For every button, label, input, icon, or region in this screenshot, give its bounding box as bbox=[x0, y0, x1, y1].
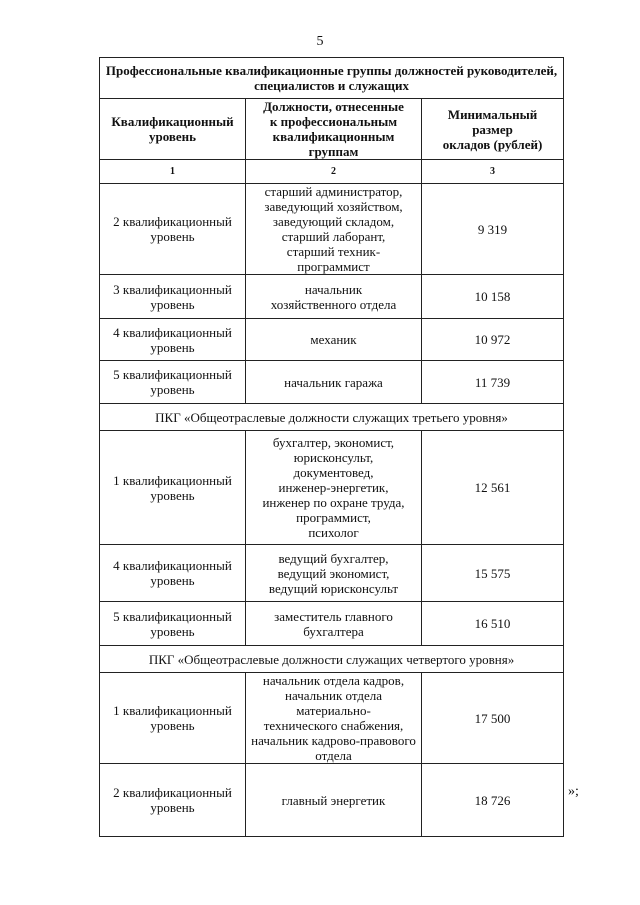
table-header-row bbox=[100, 99, 564, 160]
level-cell: 4 квалификационный уровень bbox=[100, 545, 246, 602]
positions-cell: ведущий бухгалтер, ведущий экономист, ведущий юрисконсульт bbox=[246, 545, 422, 602]
table-row bbox=[100, 673, 564, 764]
positions-cell: заместитель главного бухгалтера bbox=[246, 602, 422, 646]
table-row bbox=[100, 319, 564, 361]
salary-cell: 10 158 bbox=[422, 275, 564, 319]
salary-cell: 17 500 bbox=[422, 673, 564, 764]
positions-cell: начальник хозяйственного отдела bbox=[246, 275, 422, 319]
group-title-row bbox=[100, 404, 564, 431]
salary-cell: 11 739 bbox=[422, 361, 564, 404]
table-row bbox=[100, 431, 564, 545]
table-title: Профессиональные квалификационные группы должностей руководителей, специалистов и служащих bbox=[100, 58, 564, 99]
level-cell: 1 квалификационный уровень bbox=[100, 431, 246, 545]
salary-cell: 18 726 bbox=[422, 764, 564, 837]
column-number: 3 bbox=[422, 160, 564, 184]
salary-table bbox=[99, 57, 564, 837]
salary-cell: 16 510 bbox=[422, 602, 564, 646]
table-row bbox=[100, 361, 564, 404]
positions-cell: бухгалтер, экономист, юрисконсульт, документовед, инженер-энергетик, инженер по охране труда, программист, психолог bbox=[246, 431, 422, 545]
level-cell: 2 квалификационный уровень bbox=[100, 764, 246, 837]
table-title-row bbox=[100, 58, 564, 99]
salary-cell: 15 575 bbox=[422, 545, 564, 602]
table-row bbox=[100, 602, 564, 646]
header-salary: Минимальный размер окладов (рублей) bbox=[422, 99, 564, 160]
column-number-row bbox=[100, 160, 564, 184]
positions-cell: механик bbox=[246, 319, 422, 361]
column-number: 2 bbox=[246, 160, 422, 184]
table-row bbox=[100, 764, 564, 837]
table-row bbox=[100, 275, 564, 319]
level-cell: 2 квалификационный уровень bbox=[100, 184, 246, 275]
salary-cell: 9 319 bbox=[422, 184, 564, 275]
page-number: 5 bbox=[316, 34, 324, 49]
header-positions: Должности, отнесенные к профессиональным квалификационным группам bbox=[246, 99, 422, 160]
level-cell: 5 квалификационный уровень bbox=[100, 361, 246, 404]
column-number: 1 bbox=[100, 160, 246, 184]
group4-title: ПКГ «Общеотраслевые должности служащих четвертого уровня» bbox=[100, 646, 564, 673]
group-title-row bbox=[100, 646, 564, 673]
positions-cell: главный энергетик bbox=[246, 764, 422, 837]
header-level: Квалификационный уровень bbox=[100, 99, 246, 160]
group3-title: ПКГ «Общеотраслевые должности служащих третьего уровня» bbox=[100, 404, 564, 431]
closing-quote: »; bbox=[568, 784, 579, 799]
level-cell: 1 квалификационный уровень bbox=[100, 673, 246, 764]
positions-cell: начальник гаража bbox=[246, 361, 422, 404]
level-cell: 5 квалификационный уровень bbox=[100, 602, 246, 646]
positions-cell: начальник отдела кадров, начальник отдела материально- технического снабжения, начальник кадрово-правового отдела bbox=[246, 673, 422, 764]
table-row bbox=[100, 184, 564, 275]
salary-cell: 10 972 bbox=[422, 319, 564, 361]
level-cell: 3 квалификационный уровень bbox=[100, 275, 246, 319]
salary-cell: 12 561 bbox=[422, 431, 564, 545]
positions-cell: старший администратор, заведующий хозяйством, заведующий складом, старший лаборант, старший техник-программист bbox=[246, 184, 422, 275]
table-row bbox=[100, 545, 564, 602]
level-cell: 4 квалификационный уровень bbox=[100, 319, 246, 361]
